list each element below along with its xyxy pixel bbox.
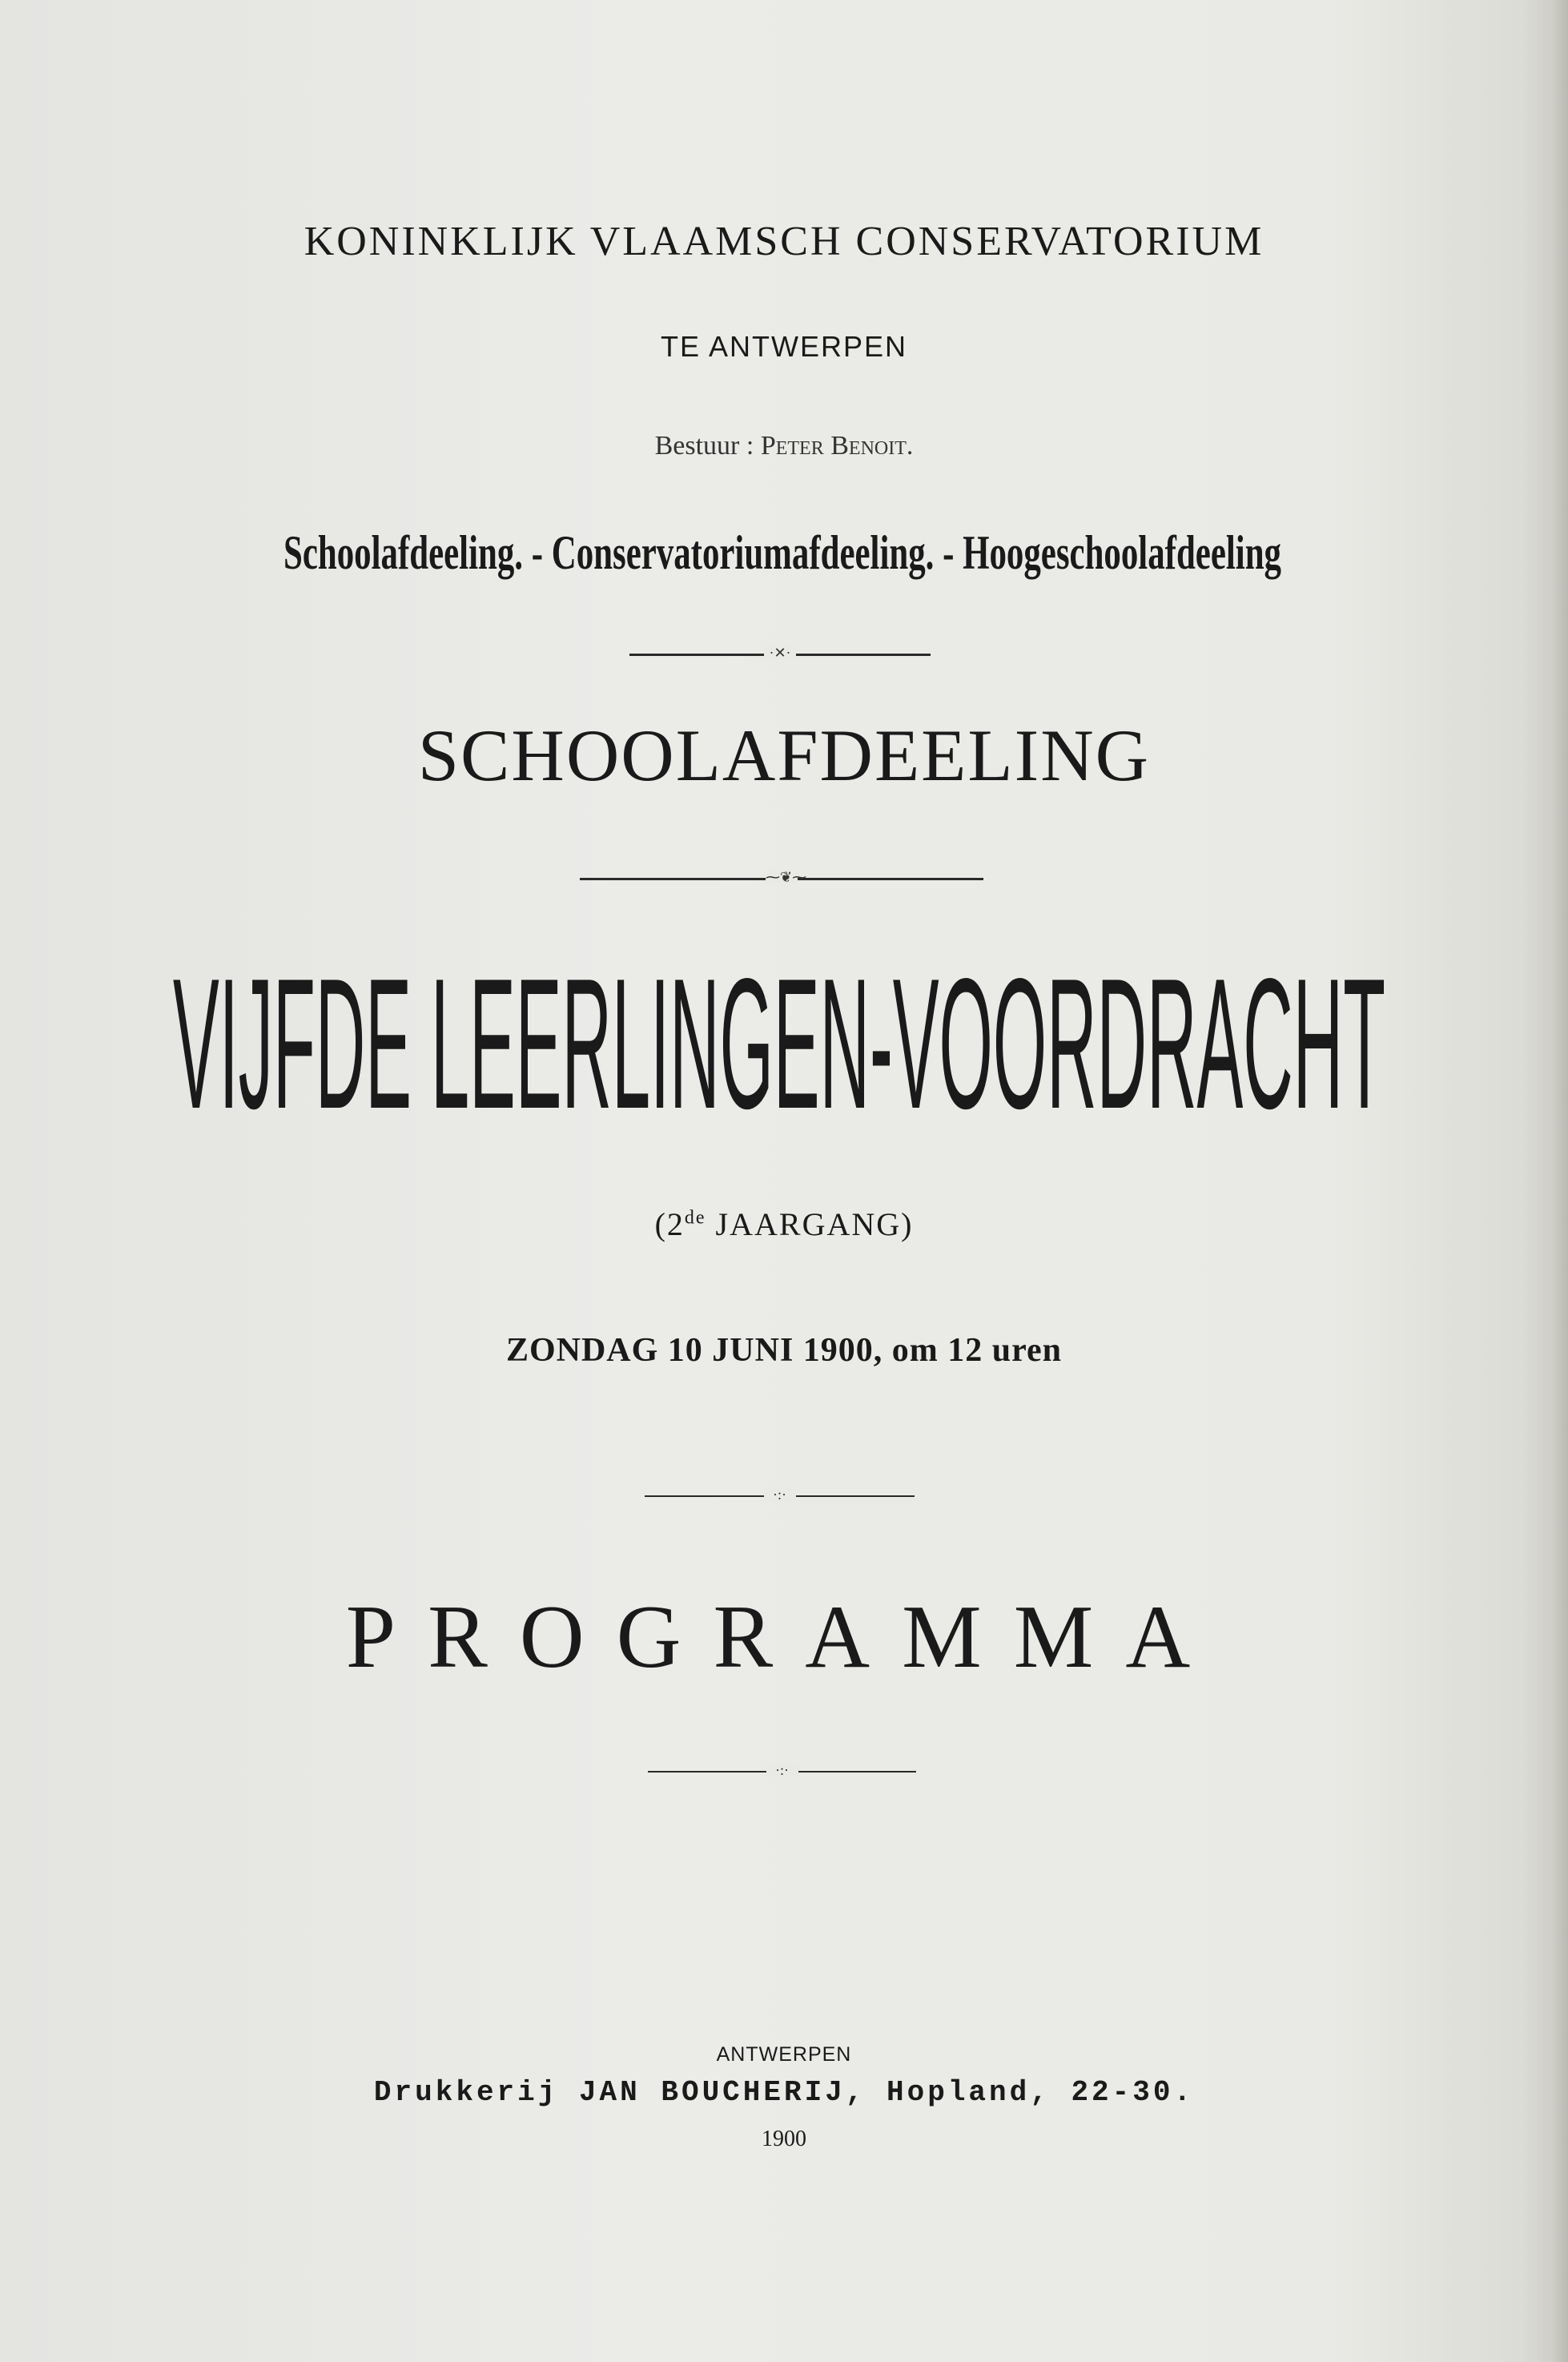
imprint-city: ANTWERPEN [716, 2043, 852, 2066]
institution-name: KONINKLIJK VLAAMSCH CONSERVATORIUM [304, 219, 1264, 264]
edition-open: (2 [654, 1206, 685, 1242]
section-heading: SCHOOLAFDEELING [417, 714, 1151, 796]
ornament-icon: ·:· [766, 1763, 798, 1777]
imprint-printer: Drukkerij JAN BOUCHERIJ, Hopland, 22-30. [373, 2076, 1195, 2109]
edition-line [0, 1205, 1568, 1243]
ornament-divider [648, 1762, 916, 1778]
date-line: ZONDAG 10 JUNI 1900, om 12 uren [505, 1332, 1063, 1369]
ornament-divider [645, 1487, 915, 1503]
ornament-divider [580, 869, 983, 885]
edition-rest: JAARGANG) [706, 1206, 914, 1242]
imprint-year: 1900 [762, 2127, 806, 2151]
program-heading: PROGRAMMA [345, 1587, 1223, 1687]
board-line [0, 431, 1568, 461]
departments-line [283, 522, 1281, 583]
main-title: VIJFDE LEERLINGEN-VOORDRACHT [173, 940, 1385, 1148]
ornament-icon: ·:· [764, 1487, 796, 1502]
departments: Schoolafdeeling. - Conservatoriumafdeeling. - Hoogeschoolafdeeling [283, 526, 1281, 579]
ornament-icon: ⁓❦⁓ [766, 869, 807, 885]
board-label: Bestuur : [654, 431, 754, 461]
ornament-divider [629, 645, 931, 661]
board-name: Peter Benoit. [760, 431, 914, 461]
edition-sup: de [684, 1207, 706, 1229]
city-line: TE ANTWERPEN [660, 330, 908, 363]
ornament-icon: ·✕· [764, 646, 796, 660]
main-title-line [173, 940, 1385, 1148]
